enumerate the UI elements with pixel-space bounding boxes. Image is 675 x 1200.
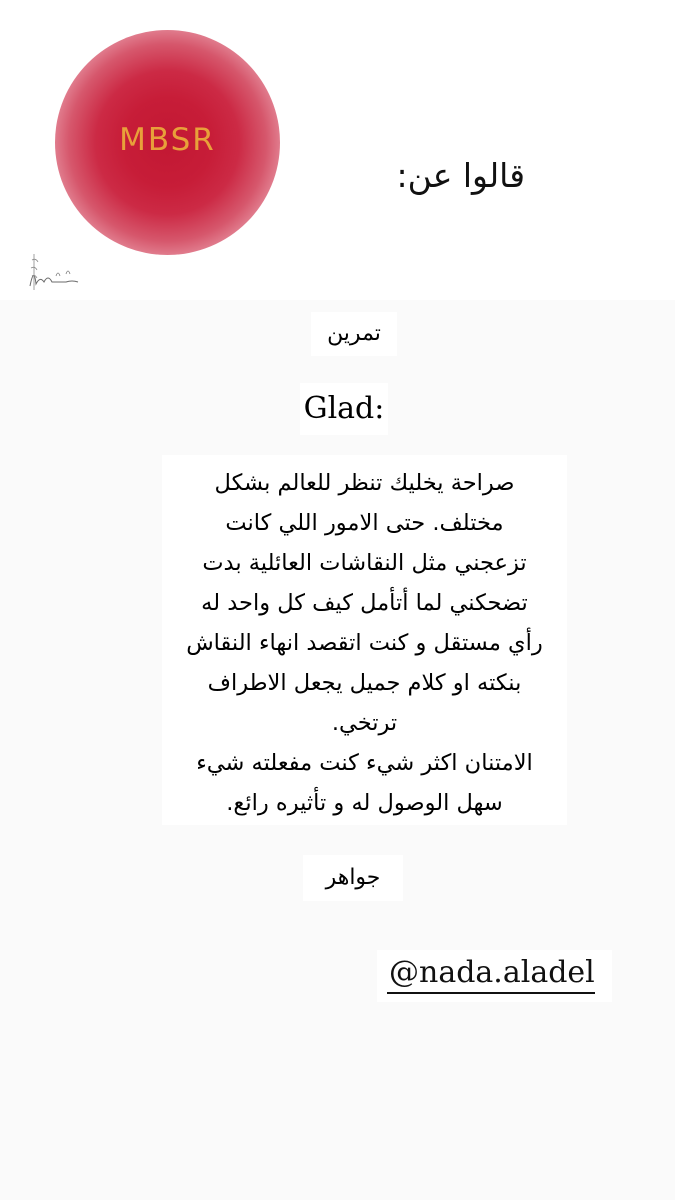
exercise-label: تمرين bbox=[311, 312, 397, 356]
author-name: جواهر bbox=[303, 855, 403, 901]
mention-underline bbox=[387, 992, 595, 994]
text-line: تزعجني مثل النقاشات العائلية بدت bbox=[202, 550, 527, 576]
text-line: تضحكني لما أتأمل كيف كل واحد له bbox=[201, 590, 528, 616]
page-title: قالوا عن: bbox=[396, 156, 525, 195]
signature-icon bbox=[26, 246, 86, 296]
text-line: سهل الوصول له و تأثيره رائع. bbox=[226, 790, 503, 816]
text-line: صراحة يخليك تنظر للعالم بشكل bbox=[214, 470, 515, 496]
person-name: Glad: bbox=[300, 383, 388, 435]
mention-text[interactable]: @nada.aladel bbox=[389, 955, 595, 990]
testimonial-text bbox=[162, 455, 567, 825]
text-line: بنكته او كلام جميل يجعل الاطراف bbox=[207, 670, 522, 696]
text-line: مختلف. حتى الامور اللي كانت bbox=[225, 510, 504, 536]
text-line: الامتنان اكثر شيء كنت مفعلته شيء bbox=[196, 750, 533, 776]
text-line: ترتخي. bbox=[331, 710, 398, 736]
mention-link[interactable] bbox=[377, 950, 612, 1002]
mbsr-logo bbox=[55, 30, 280, 255]
text-line: رأي مستقل و كنت اتقصد انهاء النقاش bbox=[186, 630, 543, 656]
logo-text: MBSR bbox=[119, 122, 216, 158]
